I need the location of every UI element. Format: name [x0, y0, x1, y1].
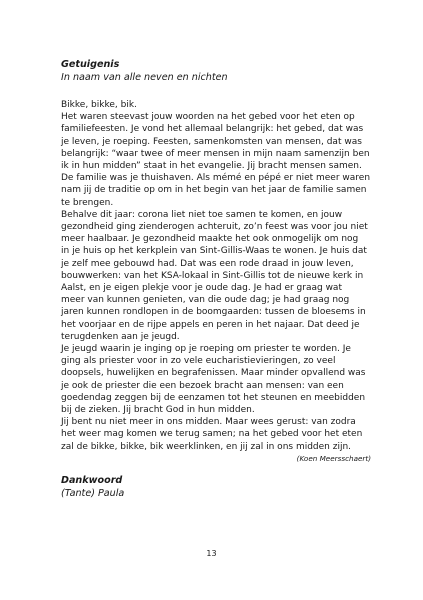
text-line: gezondheid ging zienderogen achteruit, zo’n feest was voor jou niet: [61, 222, 368, 233]
dankwoord-author: (Tante) Paula: [61, 487, 125, 499]
text-line: je ook de priester die een bezoek bracht aan mensen: van een: [61, 380, 344, 391]
text-line: het weer mag komen we terug samen; na het gebed voor het eten: [61, 429, 363, 440]
text-line: je zelf mee gebouwd had. Dat was een rode draad in jouw leven,: [61, 258, 354, 269]
page-number: 13: [206, 549, 217, 558]
text-line: Aalst, en je eigen plekje voor je oude dag. Je had er graag wat: [61, 283, 342, 294]
text-line: De familie was je thuishaven. Als mémé en pépé er niet meer waren: [61, 173, 371, 184]
section-subtitle: In naam van alle neven en nichten: [61, 72, 228, 83]
text-line: jaren kunnen rondlopen in de boomgaarden: tussen de bloesems in: [61, 307, 366, 318]
text-line: in je huis op het kerkplein van Sint-Gillis-Waas te wonen. Je huis dat: [61, 246, 367, 257]
text-line: doopsels, huwelijken en begrafenissen. Maar minder opvallend was: [61, 368, 366, 379]
section-title-getuigenis: Getuigenis: [61, 59, 120, 70]
text-line: Jij bent nu niet meer in ons midden. Maar wees gerust: van zodra: [61, 417, 356, 428]
text-line: belangrijk: “waar twee of meer mensen in mijn naam samenzijn ben: [61, 148, 370, 159]
testimony-body: [61, 99, 371, 465]
author-signature: (Koen Meersschaert): [296, 453, 371, 463]
text-line: meer van kunnen genieten, van die oude dag; je had graag nog: [61, 295, 350, 306]
text-line: je leven, je roeping. Feesten, samenkomsten van mensen, dat was: [61, 136, 362, 147]
text-line: terugdenken aan je jeugd.: [61, 331, 180, 342]
text-line: ging als priester voor in zo vele eucharistievieringen, zo veel: [61, 356, 336, 367]
text-line: te brengen.: [61, 197, 114, 208]
text-line: het voorjaar en de rijpe appels en peren in het najaar. Dat deed je: [61, 319, 360, 330]
text-line: bij de zieken. Jij bracht God in hun midden.: [61, 405, 255, 416]
text-line: bouwwerken: van het KSA-lokaal in Sint-Gillis tot de nieuwe kerk in: [61, 270, 364, 281]
text-line: Bikke, bikke, bik.: [61, 100, 137, 110]
text-line: Je jeugd waarin je inging op je roeping om priester te worden. Je: [61, 344, 351, 355]
text-line: Het waren steevast jouw woorden na het gebed voor het eten op: [61, 112, 355, 123]
text-line: meer haalbaar. Je gezondheid maakte het ook onmogelijk om nog: [61, 234, 359, 245]
text-line: Behalve dit jaar: corona liet niet toe samen te komen, en jouw: [61, 209, 343, 220]
section-title-dankwoord: Dankwoord: [61, 474, 123, 486]
dankwoord-section: [61, 474, 371, 500]
text-line: familiefeesten. Je vond het allemaal belangrijk: het gebed, dat was: [61, 124, 364, 135]
page-content: [61, 58, 371, 500]
text-line: ik in hun midden” staat in het evangelie. Jij bracht mensen samen.: [61, 161, 362, 172]
text-line: nam jij de traditie op om in het begin van het jaar de familie samen: [61, 185, 367, 196]
text-line: goedendag zeggen bij de eenzamen tot het steunen en meebidden: [61, 392, 366, 403]
text-line: zal de bikke, bikke, bik weerklinken, en jij zal in ons midden zijn.: [61, 441, 352, 452]
